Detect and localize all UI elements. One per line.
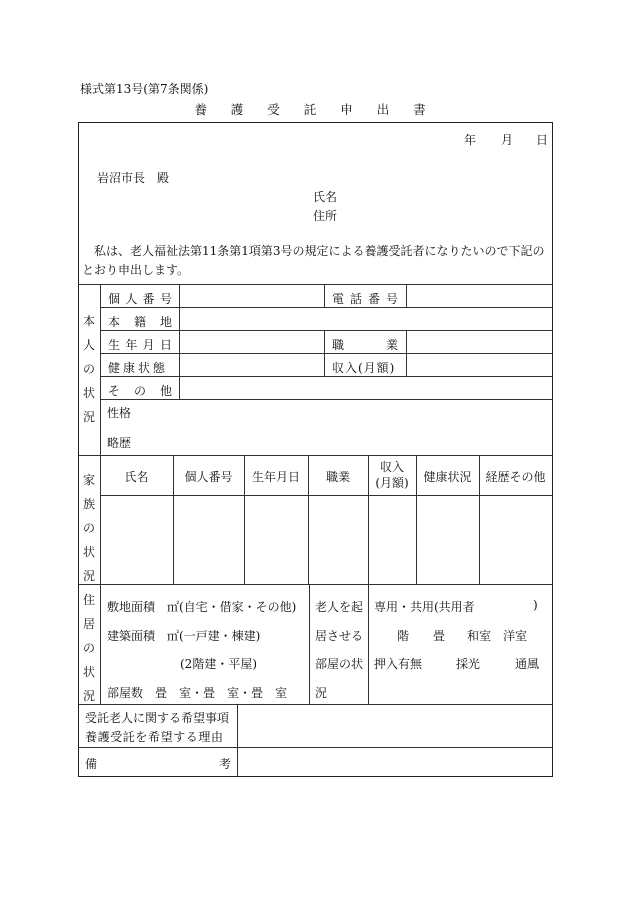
label-occupation: 職 業 bbox=[332, 338, 398, 352]
column-divider bbox=[406, 330, 407, 376]
personal-section-label: 本人の状況 bbox=[82, 314, 95, 424]
housing-section-label: 住居の状況 bbox=[82, 593, 95, 703]
japanese-room: 和室 bbox=[467, 629, 492, 643]
row-divider bbox=[100, 330, 552, 331]
room-label-line3: 部屋の状 bbox=[315, 657, 364, 671]
label-domicile: 本 籍 地 bbox=[108, 315, 172, 329]
label-individual-number: 個 人 番 号 bbox=[108, 292, 172, 306]
room-label-line1: 老人を起 bbox=[315, 600, 364, 614]
ventilation: 通風 bbox=[515, 657, 540, 671]
column-divider bbox=[324, 284, 325, 307]
family-col-income: 収入 (月額) bbox=[375, 460, 409, 490]
remarks-label-right: 考 bbox=[219, 757, 232, 771]
label-phone: 電 話 番 号 bbox=[332, 292, 398, 306]
date-year: 年 bbox=[464, 133, 477, 147]
western-room: 洋室 bbox=[503, 629, 528, 643]
section-divider bbox=[79, 747, 552, 748]
label-personality: 性格 bbox=[107, 406, 132, 420]
applicant-address-label: 住所 bbox=[313, 209, 338, 223]
room-label-line2: 居させる bbox=[315, 629, 364, 643]
building-area: 建築面積 ㎡(一戸建・棟建) bbox=[107, 629, 261, 643]
room-tatami: 畳 bbox=[433, 629, 446, 643]
section-divider bbox=[79, 704, 552, 705]
label-history: 略歴 bbox=[107, 436, 132, 450]
family-col-name: 氏名 bbox=[124, 470, 149, 484]
room-use-close: ) bbox=[533, 598, 538, 612]
room-floor: 階 bbox=[397, 629, 410, 643]
applicant-name-label: 氏名 bbox=[313, 190, 338, 204]
form-number: 様式第13号(第7条関係) bbox=[80, 82, 209, 96]
room-count: 部屋数 畳 室・畳 室・畳 室 bbox=[107, 686, 288, 700]
document-title: 養 護 受 託 申 出 書 bbox=[194, 102, 436, 117]
room-label-line4: 況 bbox=[315, 686, 328, 700]
reason-label: 養護受託を希望する理由 bbox=[85, 730, 224, 744]
room-use: 専用・共用(共用者 bbox=[374, 600, 475, 614]
family-col-birth-date: 生年月日 bbox=[251, 470, 300, 484]
row-divider bbox=[100, 353, 552, 354]
column-divider bbox=[406, 284, 407, 307]
column-divider bbox=[309, 584, 310, 704]
column-divider bbox=[324, 330, 325, 376]
column-divider bbox=[179, 284, 180, 399]
label-health: 健康状態 bbox=[108, 361, 169, 375]
label-income: 収入(月額) bbox=[332, 361, 396, 375]
section-divider bbox=[79, 284, 552, 285]
section-divider bbox=[79, 584, 552, 585]
row-divider bbox=[100, 399, 552, 400]
date-day: 日 bbox=[536, 133, 549, 147]
column-divider bbox=[237, 704, 238, 776]
row-divider bbox=[100, 307, 552, 308]
date-month: 月 bbox=[501, 133, 514, 147]
column-divider bbox=[100, 284, 101, 704]
family-col-individual-number: 個人番号 bbox=[184, 470, 233, 484]
remarks-label-left: 備 bbox=[85, 757, 98, 771]
label-birth-date: 生 年 月 日 bbox=[108, 338, 172, 352]
declaration-statement: 私は、老人福祉法第11条第1項第3号の規定による養護受託者になりたいので下記のとおり申出します。 bbox=[82, 244, 545, 277]
label-other: そ の 他 bbox=[108, 384, 172, 398]
site-area: 敷地面積 ㎡(自宅・借家・その他) bbox=[107, 600, 297, 614]
addressee: 岩沼市長 殿 bbox=[97, 171, 170, 185]
row-divider bbox=[100, 495, 552, 496]
column-divider bbox=[368, 584, 369, 704]
closet: 押入有無 bbox=[374, 657, 423, 671]
family-col-health: 健康状況 bbox=[423, 470, 472, 484]
wishes-label: 受託老人に関する希望事項 bbox=[85, 711, 230, 725]
lighting: 採光 bbox=[456, 657, 481, 671]
building-stories: (2階建・平屋) bbox=[180, 657, 257, 671]
family-section-label: 家族の状況 bbox=[82, 473, 95, 583]
family-col-history: 経歴その他 bbox=[485, 470, 546, 484]
family-col-occupation: 職業 bbox=[325, 470, 350, 484]
section-divider bbox=[79, 455, 552, 456]
row-divider bbox=[100, 376, 552, 377]
